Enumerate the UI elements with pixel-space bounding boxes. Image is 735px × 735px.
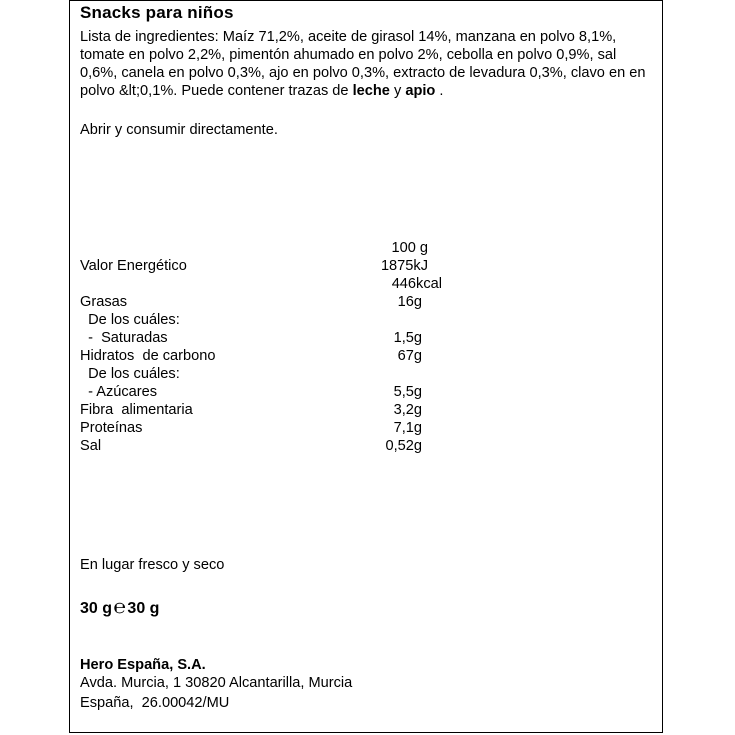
net-weight-value: 30 g xyxy=(127,600,160,617)
estimated-sign-icon: ℮ xyxy=(113,597,126,618)
usage-instructions: Abrir y consumir directamente. xyxy=(80,122,278,138)
ingredients-list xyxy=(80,28,650,100)
nutrition-row-value: 3,2g xyxy=(393,402,422,418)
company-address: Avda. Murcia, 1 30820 Alcantarilla, Murcia xyxy=(80,675,353,691)
allergen-milk: leche xyxy=(352,83,390,99)
net-weight xyxy=(80,597,159,619)
nutrition-energy-kcal: 446kcal xyxy=(391,276,442,292)
nutrition-row-label: Fibra alimentaria xyxy=(80,402,193,418)
nutrition-header: 100 g xyxy=(391,240,428,256)
nutrition-energy-label: Valor Energético xyxy=(80,258,187,274)
nutrition-row-label: Hidratos de carbono xyxy=(80,348,216,364)
net-weight-value: 30 g xyxy=(80,600,113,617)
company-name: Hero España, S.A. xyxy=(80,657,206,673)
nutrition-energy-kj: 1875kJ xyxy=(380,258,428,274)
nutrition-row-label: Grasas xyxy=(80,294,128,310)
nutrition-row-label: - Saturadas xyxy=(80,330,168,346)
ingredients-end: . xyxy=(439,83,444,99)
nutrition-row-label: De los cuáles: xyxy=(80,366,180,382)
nutrition-row-label: De los cuáles: xyxy=(80,312,180,328)
nutrition-row-value: 67g xyxy=(397,348,422,364)
product-label xyxy=(69,0,663,733)
nutrition-row-label: - Azúcares xyxy=(80,384,158,400)
nutrition-row-value: 1,5g xyxy=(393,330,422,346)
nutrition-row-value: 16g xyxy=(397,294,422,310)
nutrition-row-label: Proteínas xyxy=(80,420,143,436)
nutrition-row-value: 5,5g xyxy=(393,384,422,400)
allergen-joiner: y xyxy=(393,83,402,99)
allergen-celery: apio xyxy=(405,83,436,99)
ingredients-text: Lista de ingredientes: Maíz 71,2%, aceite de girasol 14%, manzana en polvo 8,1%, tomate en polvo 2,2%, pimentón ahumado en polvo 2%, cebolla en polvo 0,9%, sal 0,6%, canela en polvo 0,3%, ajo en polvo 0,3%, extracto de levadura 0,3%, clavo en en polvo &lt;0,1%. Puede contener trazas de xyxy=(80,29,646,99)
nutrition-row-label: Sal xyxy=(80,438,102,454)
nutrition-row-value: 0,52g xyxy=(385,438,422,454)
storage-instructions: En lugar fresco y seco xyxy=(80,557,225,573)
product-title: Snacks para niños xyxy=(80,3,234,22)
company-registry: España, 26.00042/MU xyxy=(80,695,230,711)
nutrition-row-value: 7,1g xyxy=(393,420,422,436)
